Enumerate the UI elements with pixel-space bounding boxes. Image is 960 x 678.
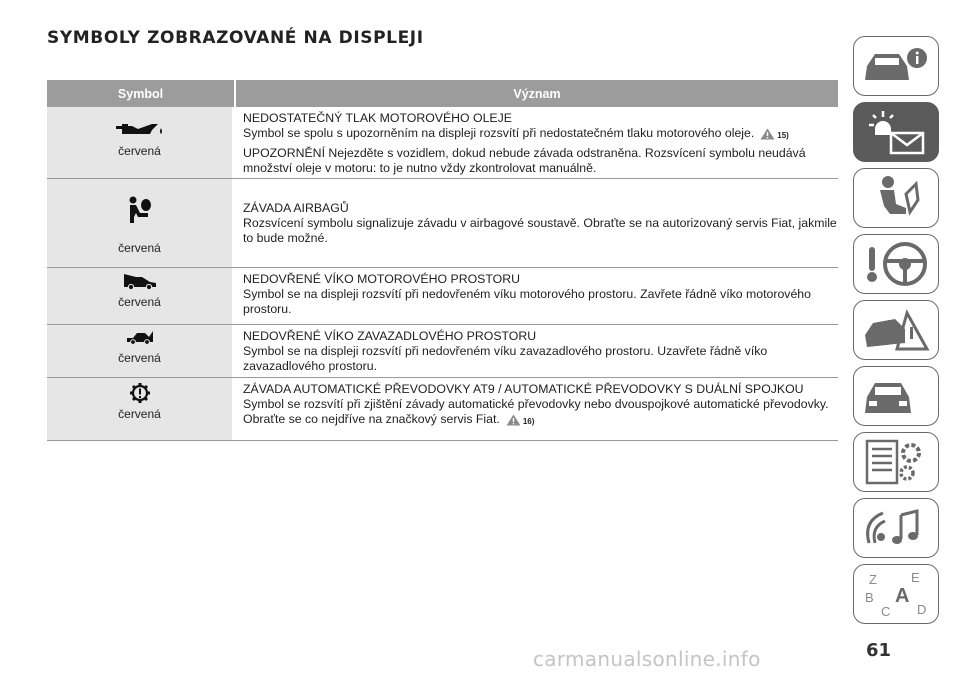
hood-open-icon xyxy=(122,272,158,290)
table-row xyxy=(47,179,838,268)
color-label: červená xyxy=(118,351,161,365)
color-label: červená xyxy=(118,241,161,255)
side-tab-car-info[interactable] xyxy=(853,36,939,96)
table-row xyxy=(47,325,838,378)
technical-data-icon xyxy=(861,437,931,487)
row-text: Symbol se rozsvítí při zjištění závady automatické převodovky nebo dvouspojkové automatické převodovky. Obraťte se co nejdříve na značkový servis Fiat. xyxy=(243,397,829,426)
table-header xyxy=(47,80,838,107)
row-title: ZÁVADA AUTOMATICKÉ PŘEVODOVKY AT9 / AUTOMATICKÉ PŘEVODOVKY S DUÁLNÍ SPOJKOU xyxy=(243,382,804,396)
row-title: ZÁVADA AIRBAGŮ xyxy=(243,201,349,215)
transmission-fault-icon xyxy=(129,382,151,404)
seat-airbag-icon xyxy=(866,174,926,222)
symbols-table xyxy=(47,80,838,441)
row-title: NEDOVŘENÉ VÍKO MOTOROVÉHO PROSTORU xyxy=(243,272,520,286)
row-title: NEDOVŘENÉ VÍKO ZAVAZADLOVÉHO PROSTORU xyxy=(243,329,537,343)
svg-text:Z: Z xyxy=(869,572,877,587)
row-title: NEDOSTATEČNÝ TLAK MOTOROVÉHO OLEJE xyxy=(243,111,512,125)
watermark: carmanualsonline.info xyxy=(533,647,761,671)
side-tab-steering-wheel[interactable] xyxy=(853,234,939,294)
symbol-cell xyxy=(47,107,234,178)
side-tab-alphabetical-index[interactable] xyxy=(853,564,939,624)
meaning-cell xyxy=(234,325,838,377)
row-text: Rozsvícení symbolu signalizuje závadu v airbagové soustavě. Obraťte se na autorizovaný servis Fiat, jakmile to bude možné. xyxy=(243,216,837,245)
page-number: 61 xyxy=(866,640,892,661)
symbol-cell xyxy=(47,378,234,440)
car-maintenance-icon xyxy=(861,373,931,419)
oil-pressure-icon xyxy=(114,121,166,137)
header-meaning: Význam xyxy=(513,86,561,101)
reference-number: 15) xyxy=(777,131,789,140)
row-text: Symbol se na displeji rozsvítí při nedovřeném víku motorového prostoru. Zavřete řádně víko motorového prostoru. xyxy=(243,287,811,316)
page-title: SYMBOLY ZOBRAZOVANÉ NA DISPLEJI xyxy=(47,28,424,48)
steering-wheel-icon xyxy=(861,239,931,289)
color-label: červená xyxy=(118,407,161,421)
header-symbol: Symbol xyxy=(47,80,236,107)
color-label: červená xyxy=(118,144,161,158)
car-accident-icon xyxy=(861,305,931,355)
table-row xyxy=(47,268,838,325)
side-tab-seat-airbag[interactable] xyxy=(853,168,939,228)
warning-triangle-icon xyxy=(506,414,521,426)
warning-lights-icon xyxy=(861,109,931,155)
svg-text:E: E xyxy=(911,570,920,585)
reference-number: 16) xyxy=(522,417,535,426)
svg-text:B: B xyxy=(865,590,874,605)
side-tab-warning-lights[interactable] xyxy=(853,102,939,162)
table-row xyxy=(47,378,838,441)
meaning-cell xyxy=(234,179,838,267)
side-tab-car-accident[interactable] xyxy=(853,300,939,360)
row-note: UPOZORNĚNÍ Nejezděte s vozidlem, dokud nebude závada odstraněna. Rozsvícení symbolu neudává množství oleje v motoru: to je nutno vždy zkontrolovat manuálně. xyxy=(243,146,806,175)
table-row xyxy=(47,107,838,179)
row-text: Symbol se spolu s upozorněním na displeji rozsvítí při nedostatečném tlaku motorového oleje. xyxy=(243,126,755,140)
car-info-icon xyxy=(861,44,931,88)
color-label: červená xyxy=(118,295,161,309)
side-tab-technical-data[interactable] xyxy=(853,432,939,492)
row-text: Symbol se na displeji rozsvítí při nedovřeném víku zavazadlového prostoru. Uzavřete řádně víko zavazadlového prostoru. xyxy=(243,344,768,373)
meaning-cell xyxy=(234,378,838,440)
airbag-icon xyxy=(124,195,156,227)
warning-triangle-icon xyxy=(760,128,775,140)
svg-text:C: C xyxy=(881,604,891,619)
alphabetical-index-icon xyxy=(861,568,931,620)
symbol-cell xyxy=(47,179,234,267)
side-tab-multimedia[interactable] xyxy=(853,498,939,558)
side-tab-car-maintenance[interactable] xyxy=(853,366,939,426)
meaning-cell xyxy=(234,107,838,178)
symbol-cell xyxy=(47,268,234,324)
svg-text:D: D xyxy=(917,602,927,617)
trunk-open-icon xyxy=(125,329,155,345)
multimedia-icon xyxy=(861,503,931,553)
meaning-cell xyxy=(234,268,838,324)
symbol-cell xyxy=(47,325,234,377)
svg-text:A: A xyxy=(895,585,910,607)
